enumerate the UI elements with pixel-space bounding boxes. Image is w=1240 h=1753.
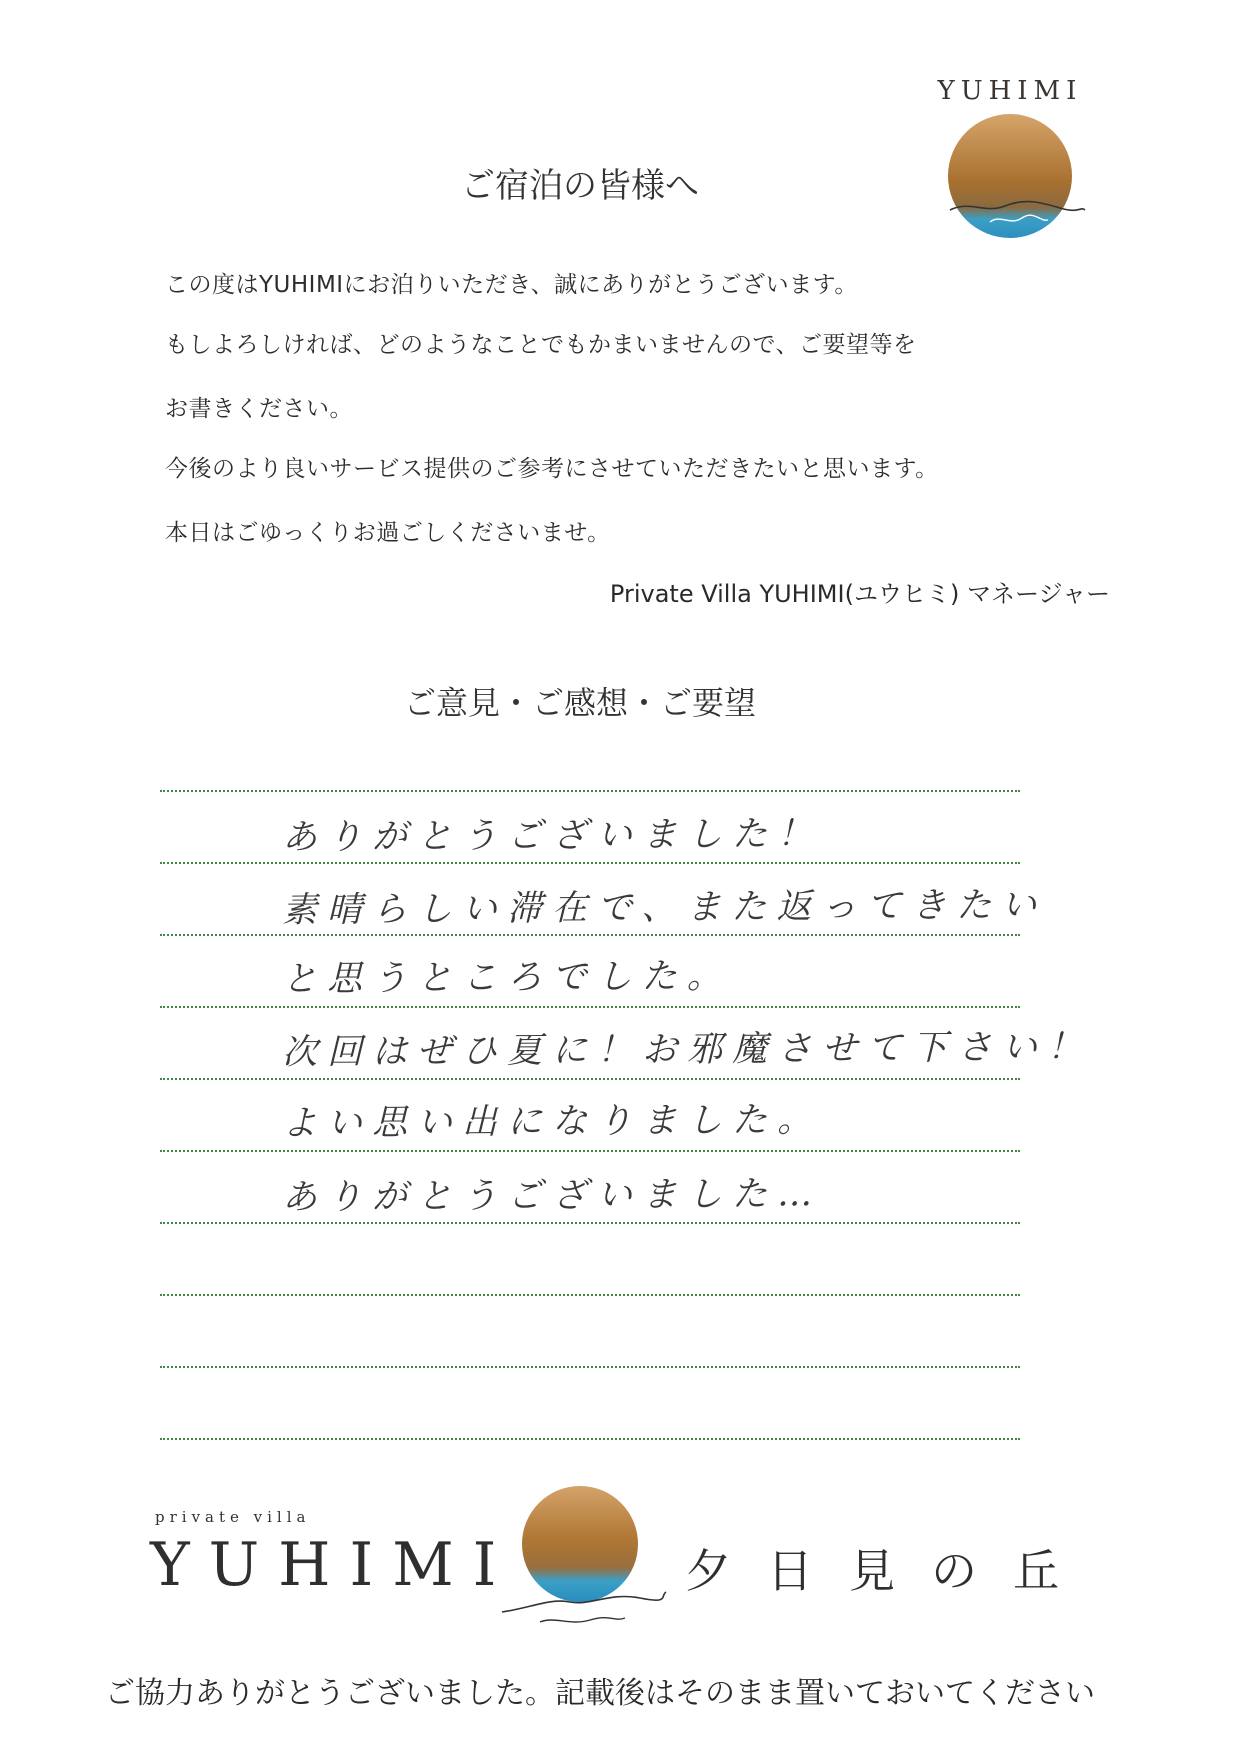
- handwritten-line: 素晴らしい滞在で、また返ってきたい: [281, 885, 1047, 931]
- footer-thanks-note: ご協力ありがとうございました。記載後はそのまま置いておいてください: [105, 1676, 1095, 1711]
- ruled-line: [160, 1006, 1020, 1008]
- footer-small-label: private villa: [155, 1508, 311, 1526]
- ruled-line: [160, 1222, 1020, 1224]
- ruled-line: [160, 934, 1020, 936]
- handwritten-line: ありがとうございました…: [281, 1174, 823, 1218]
- footer-brand: YUHIMI: [150, 1530, 516, 1600]
- logo-brand-text: YUHIMI: [937, 76, 1083, 106]
- handwritten-line: よい思い出になりました。: [281, 1100, 823, 1144]
- handwritten-line: ありがとうございました！: [281, 814, 823, 858]
- ruled-line: [160, 1438, 1020, 1440]
- ruled-line: [160, 862, 1020, 864]
- ruled-line: [160, 1150, 1020, 1152]
- letter-paragraph: お書きください。: [165, 396, 353, 422]
- footer-sun-emblem-icon: [500, 1480, 670, 1630]
- letter-paragraph: 本日はごゆっくりお過ごしくださいませ。: [165, 520, 611, 546]
- letter-signature: Private Villa YUHIMI(ユウヒミ) マネージャー: [609, 580, 1110, 608]
- handwritten-line: と思うところでした。: [281, 956, 732, 1000]
- letter-paragraph: 今後のより良いサービス提供のご参考にさせていただきたいと思います。: [165, 456, 939, 482]
- ruled-line: [160, 1078, 1020, 1080]
- ruled-line: [160, 1366, 1020, 1368]
- letter-paragraph: もしよろしければ、どのようなことでもかまいませんので、ご要望等を: [165, 332, 917, 358]
- feedback-section-title: ご意見・ご感想・ご要望: [403, 684, 756, 722]
- letter-paragraph: この度はYUHIMIにお泊りいただき、誠にありがとうございます。: [165, 272, 858, 298]
- handwritten-line: 次回はぜひ夏に！お邪魔させて下さい！: [281, 1027, 1093, 1073]
- ruled-line: [160, 1294, 1020, 1296]
- footer-jp-name: 夕日見の丘: [685, 1544, 1095, 1598]
- ruled-line: [160, 790, 1020, 792]
- letter-title: ご宿泊の皆様へ: [461, 166, 699, 206]
